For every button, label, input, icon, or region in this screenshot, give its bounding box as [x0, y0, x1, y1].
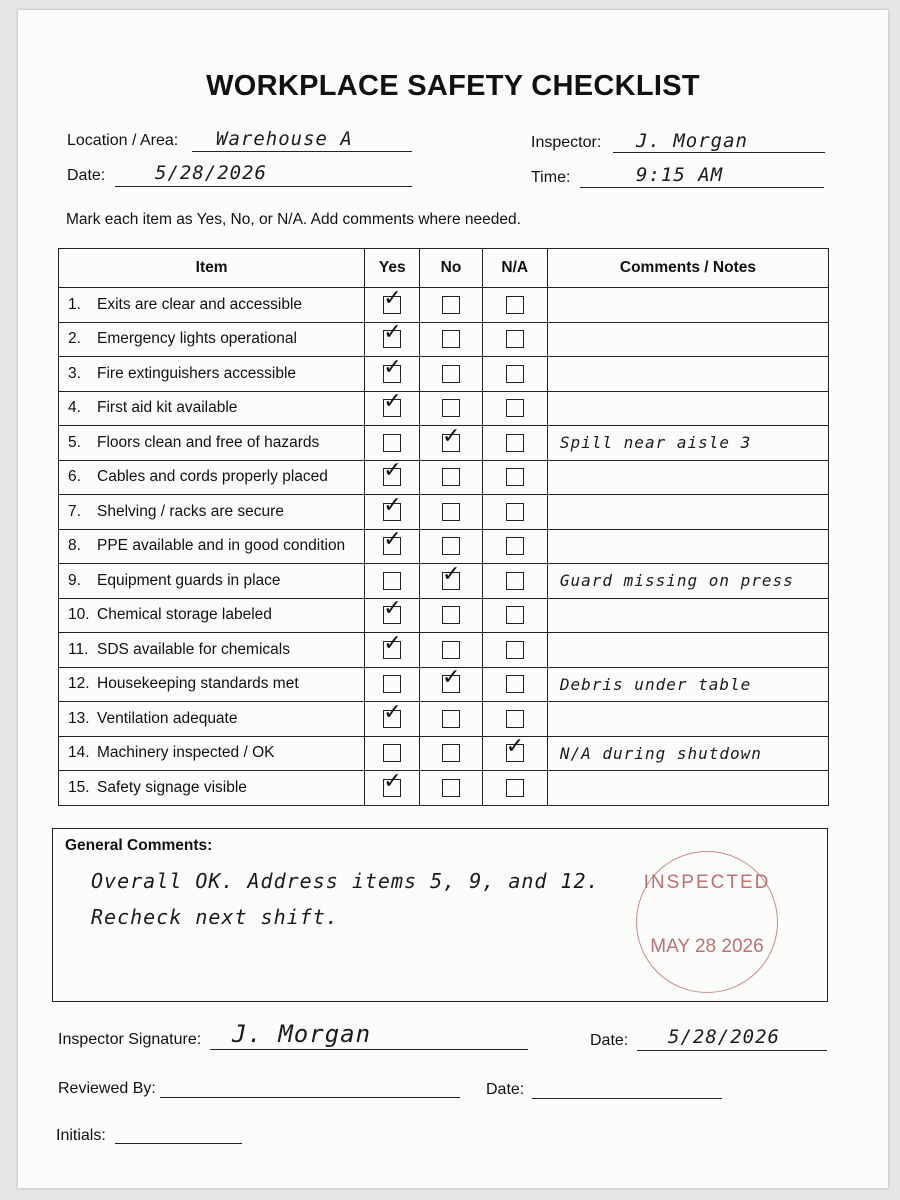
- cell-yes: [365, 322, 420, 357]
- yes-checkbox[interactable]: [383, 572, 401, 590]
- cell-no: [420, 736, 482, 771]
- comment-cell[interactable]: [547, 357, 828, 392]
- na-checkbox[interactable]: [506, 537, 524, 555]
- comment-cell[interactable]: [547, 495, 828, 530]
- item-label: Shelving / racks are secure: [97, 502, 284, 520]
- table-row: [59, 598, 829, 633]
- cell-yes: [365, 426, 420, 461]
- item-label: Equipment guards in place: [97, 571, 281, 589]
- cell-no: [420, 529, 482, 564]
- table-row: [59, 357, 829, 392]
- item-cell: [59, 667, 365, 702]
- cell-yes: [365, 354, 420, 392]
- cell-na: [482, 529, 547, 564]
- location-value[interactable]: Warehouse A: [216, 128, 353, 150]
- item-number: 6.: [68, 468, 81, 486]
- item-number: 3.: [68, 364, 81, 382]
- table-row: [59, 529, 829, 564]
- item-label: Floors clean and free of hazards: [97, 433, 320, 451]
- instructions: Mark each item as Yes, No, or N/A. Add comments where needed.: [66, 211, 521, 228]
- signature-date-underline: [637, 1050, 827, 1051]
- cell-na: [482, 598, 547, 633]
- no-checkbox[interactable]: [442, 744, 460, 762]
- check-mark-icon: ✓: [442, 665, 461, 691]
- cell-yes: [365, 564, 420, 599]
- na-checkbox[interactable]: [506, 572, 524, 590]
- comment-cell[interactable]: [547, 598, 828, 633]
- yes-checkbox[interactable]: [383, 630, 402, 659]
- cell-yes: [365, 285, 420, 323]
- cell-na: [482, 460, 547, 495]
- item-cell: [59, 460, 365, 495]
- yes-checkbox[interactable]: [383, 596, 402, 624]
- item-number: 7.: [68, 502, 81, 520]
- yes-checkbox[interactable]: [383, 492, 402, 521]
- item-label: Safety signage visible: [97, 778, 247, 796]
- cell-no: [420, 391, 482, 426]
- item-cell: [59, 702, 365, 737]
- reviewed-date-field[interactable]: [532, 1098, 722, 1099]
- item-cell: [59, 426, 365, 461]
- item-number: 13.: [68, 709, 90, 727]
- table-header-row: [59, 249, 829, 288]
- cell-yes: [365, 492, 420, 530]
- cell-na: [482, 426, 547, 461]
- cell-no: [420, 771, 482, 806]
- header-comments: Comments / Notes: [547, 249, 828, 288]
- na-checkbox[interactable]: [506, 503, 524, 521]
- inspector-label: Inspector:: [531, 134, 602, 151]
- item-number: 14.: [68, 744, 90, 762]
- comment-cell[interactable]: Debris under table: [547, 667, 828, 702]
- item-number: 9.: [68, 571, 81, 589]
- no-checkbox[interactable]: [442, 399, 460, 417]
- item-cell: [59, 495, 365, 530]
- na-checkbox[interactable]: [506, 606, 524, 624]
- item-label: First aid kit available: [97, 399, 238, 417]
- date-value[interactable]: 5/28/2026: [155, 162, 267, 184]
- na-checkbox[interactable]: [506, 330, 524, 348]
- signature-date-label: Date:: [590, 1032, 629, 1049]
- checklist-body: [59, 285, 829, 806]
- location-underline: [192, 151, 412, 152]
- general-comments-box: [52, 828, 828, 1002]
- item-label: Machinery inspected / OK: [97, 744, 275, 762]
- cell-no: [420, 288, 482, 323]
- check-mark-icon: ✓: [442, 423, 461, 449]
- check-mark-icon: ✓: [383, 354, 402, 380]
- item-cell: [59, 322, 365, 357]
- item-cell: [59, 633, 365, 668]
- cell-yes: [365, 598, 420, 633]
- cell-na: [482, 564, 547, 599]
- cell-na: [482, 357, 547, 392]
- na-checkbox[interactable]: [506, 434, 524, 452]
- yes-checkbox[interactable]: [383, 285, 402, 314]
- cell-yes: [365, 768, 420, 806]
- general-comments-label: General Comments:: [65, 837, 213, 854]
- table-row: [59, 288, 829, 323]
- item-label: PPE available and in good condition: [97, 537, 346, 555]
- cell-yes: [365, 736, 420, 771]
- comment-cell[interactable]: [547, 460, 828, 495]
- item-cell: [59, 529, 365, 564]
- check-mark-icon: ✓: [383, 596, 402, 622]
- cell-no: [420, 633, 482, 668]
- cell-no: [420, 702, 482, 737]
- cell-no: [420, 357, 482, 392]
- cell-na: [482, 702, 547, 737]
- header-no: No: [420, 249, 482, 288]
- yes-checkbox[interactable]: [383, 675, 401, 693]
- comment-cell[interactable]: [547, 702, 828, 737]
- stamp-date: MAY 28 2026: [650, 936, 764, 957]
- cell-na: [482, 495, 547, 530]
- comment-cell[interactable]: [547, 288, 828, 323]
- signature-underline: [210, 1049, 528, 1050]
- comment-cell[interactable]: [547, 771, 828, 806]
- comment-cell[interactable]: Guard missing on press: [547, 564, 828, 599]
- cell-yes: [365, 667, 420, 702]
- na-checkbox[interactable]: [506, 468, 524, 486]
- no-checkbox[interactable]: [442, 779, 460, 797]
- item-cell: [59, 598, 365, 633]
- check-mark-icon: ✓: [383, 527, 402, 553]
- cell-yes: [365, 529, 420, 564]
- cell-no: [420, 460, 482, 495]
- table-row: [59, 633, 829, 668]
- table-row: [59, 667, 829, 702]
- date-underline: [115, 186, 412, 187]
- item-label: Housekeeping standards met: [97, 675, 299, 693]
- check-mark-icon: ✓: [383, 389, 402, 415]
- comment-cell[interactable]: [547, 529, 828, 564]
- yes-checkbox[interactable]: [383, 320, 402, 348]
- item-number: 2.: [68, 330, 81, 348]
- header-yes: Yes: [365, 249, 420, 288]
- table-row: [59, 426, 829, 461]
- item-cell: [59, 564, 365, 599]
- item-cell: [59, 357, 365, 392]
- no-checkbox[interactable]: [442, 503, 460, 521]
- initials-label: Initials:: [56, 1127, 106, 1144]
- no-checkbox[interactable]: [442, 606, 460, 624]
- reviewed-by-field[interactable]: [160, 1097, 460, 1098]
- table-row: [59, 322, 829, 357]
- stamp-text: INSPECTED: [643, 872, 771, 893]
- check-mark-icon: ✓: [505, 734, 525, 760]
- comment-cell[interactable]: [547, 322, 828, 357]
- comment-cell[interactable]: Spill near aisle 3: [547, 426, 828, 461]
- no-checkbox[interactable]: [442, 537, 460, 555]
- cell-yes: [365, 630, 420, 668]
- item-label: Chemical storage labeled: [97, 606, 272, 624]
- check-mark-icon: ✓: [383, 768, 402, 794]
- cell-na: [482, 667, 547, 702]
- signature-date-value[interactable]: 5/28/2026: [668, 1026, 780, 1048]
- cell-no: [420, 322, 482, 357]
- item-label: Fire extinguishers accessible: [97, 364, 297, 382]
- checklist-table: [58, 248, 829, 806]
- time-underline: [580, 187, 824, 188]
- item-cell: [59, 771, 365, 806]
- cell-na: [482, 391, 547, 426]
- cell-na: [482, 322, 547, 357]
- item-number: 1.: [68, 295, 81, 313]
- item-number: 12.: [68, 675, 90, 693]
- yes-checkbox[interactable]: [383, 458, 402, 486]
- check-mark-icon: ✓: [383, 458, 402, 484]
- no-checkbox[interactable]: [442, 330, 460, 348]
- item-number: 15.: [68, 778, 90, 796]
- na-checkbox[interactable]: [506, 641, 524, 659]
- cell-no: [420, 667, 482, 702]
- na-checkbox[interactable]: [506, 296, 524, 314]
- yes-checkbox[interactable]: [383, 744, 401, 762]
- reviewed-by-label: Reviewed By:: [58, 1080, 156, 1097]
- signature-value[interactable]: J. Morgan: [232, 1020, 372, 1048]
- signature-label: Inspector Signature:: [58, 1031, 202, 1048]
- na-checkbox[interactable]: [505, 734, 525, 762]
- yes-checkbox[interactable]: [383, 768, 402, 797]
- cell-no: [420, 423, 482, 461]
- no-checkbox[interactable]: [442, 423, 461, 452]
- na-checkbox[interactable]: [506, 399, 524, 417]
- comment-cell[interactable]: [547, 633, 828, 668]
- item-label: Exits are clear and accessible: [97, 295, 303, 313]
- yes-checkbox[interactable]: [383, 389, 402, 417]
- na-checkbox[interactable]: [506, 675, 524, 693]
- na-checkbox[interactable]: [506, 710, 524, 728]
- location-label: Location / Area:: [67, 132, 179, 149]
- time-value[interactable]: 9:15 AM: [636, 164, 724, 186]
- item-number: 10.: [68, 606, 90, 624]
- cell-yes: [365, 460, 420, 495]
- item-number: 8.: [68, 537, 81, 555]
- initials-field[interactable]: [115, 1143, 242, 1144]
- date-label: Date:: [67, 167, 106, 184]
- cell-na: [482, 771, 547, 806]
- no-checkbox[interactable]: [442, 710, 460, 728]
- cell-no: [420, 598, 482, 633]
- yes-checkbox[interactable]: [383, 699, 402, 728]
- table-row: [59, 564, 829, 599]
- item-label: SDS available for chemicals: [97, 640, 290, 658]
- item-cell: [59, 391, 365, 426]
- yes-checkbox[interactable]: [383, 354, 402, 383]
- yes-checkbox[interactable]: [383, 434, 401, 452]
- inspected-stamp: [636, 851, 778, 993]
- cell-na: [482, 288, 547, 323]
- yes-checkbox[interactable]: [383, 527, 402, 555]
- check-mark-icon: ✓: [383, 320, 402, 346]
- header-na: N/A: [482, 249, 547, 288]
- inspector-underline: [613, 152, 825, 153]
- check-mark-icon: ✓: [383, 285, 402, 311]
- table-row: [59, 736, 829, 771]
- time-label: Time:: [531, 169, 571, 186]
- general-comments-line-2[interactable]: Recheck next shift.: [91, 905, 339, 929]
- no-checkbox[interactable]: [442, 365, 460, 383]
- no-checkbox[interactable]: [442, 665, 461, 693]
- table-row: [59, 702, 829, 737]
- page-title: WORKPLACE SAFETY CHECKLIST: [206, 70, 700, 102]
- no-checkbox[interactable]: [442, 641, 460, 659]
- item-label: Emergency lights operational: [97, 330, 297, 348]
- item-label: Cables and cords properly placed: [97, 468, 328, 486]
- reviewed-date-label: Date:: [486, 1081, 525, 1098]
- na-checkbox[interactable]: [506, 779, 524, 797]
- cell-yes: [365, 391, 420, 426]
- item-number: 5.: [68, 433, 81, 451]
- table-row: [59, 460, 829, 495]
- no-checkbox[interactable]: [442, 468, 460, 486]
- general-comments-line-1[interactable]: Overall OK. Address items 5, 9, and 12.: [91, 869, 600, 893]
- inspector-value[interactable]: J. Morgan: [636, 130, 748, 152]
- comment-cell[interactable]: [547, 391, 828, 426]
- cell-no: [420, 495, 482, 530]
- no-checkbox[interactable]: [442, 296, 460, 314]
- check-mark-icon: ✓: [383, 699, 402, 725]
- cell-yes: [365, 699, 420, 737]
- comment-cell[interactable]: N/A during shutdown: [547, 736, 828, 771]
- cell-no: [420, 561, 482, 599]
- check-mark-icon: ✓: [383, 630, 402, 656]
- item-number: 4.: [68, 399, 81, 417]
- no-checkbox[interactable]: [442, 561, 461, 590]
- na-checkbox[interactable]: [506, 365, 524, 383]
- item-cell: [59, 736, 365, 771]
- cell-na: [482, 736, 547, 771]
- item-cell: [59, 288, 365, 323]
- table-row: [59, 391, 829, 426]
- check-mark-icon: ✓: [442, 561, 461, 587]
- item-number: 11.: [68, 640, 89, 658]
- table-row: [59, 495, 829, 530]
- check-mark-icon: ✓: [383, 492, 402, 518]
- item-label: Ventilation adequate: [97, 709, 238, 727]
- table-row: [59, 771, 829, 806]
- header-item: Item: [59, 249, 365, 288]
- cell-na: [482, 633, 547, 668]
